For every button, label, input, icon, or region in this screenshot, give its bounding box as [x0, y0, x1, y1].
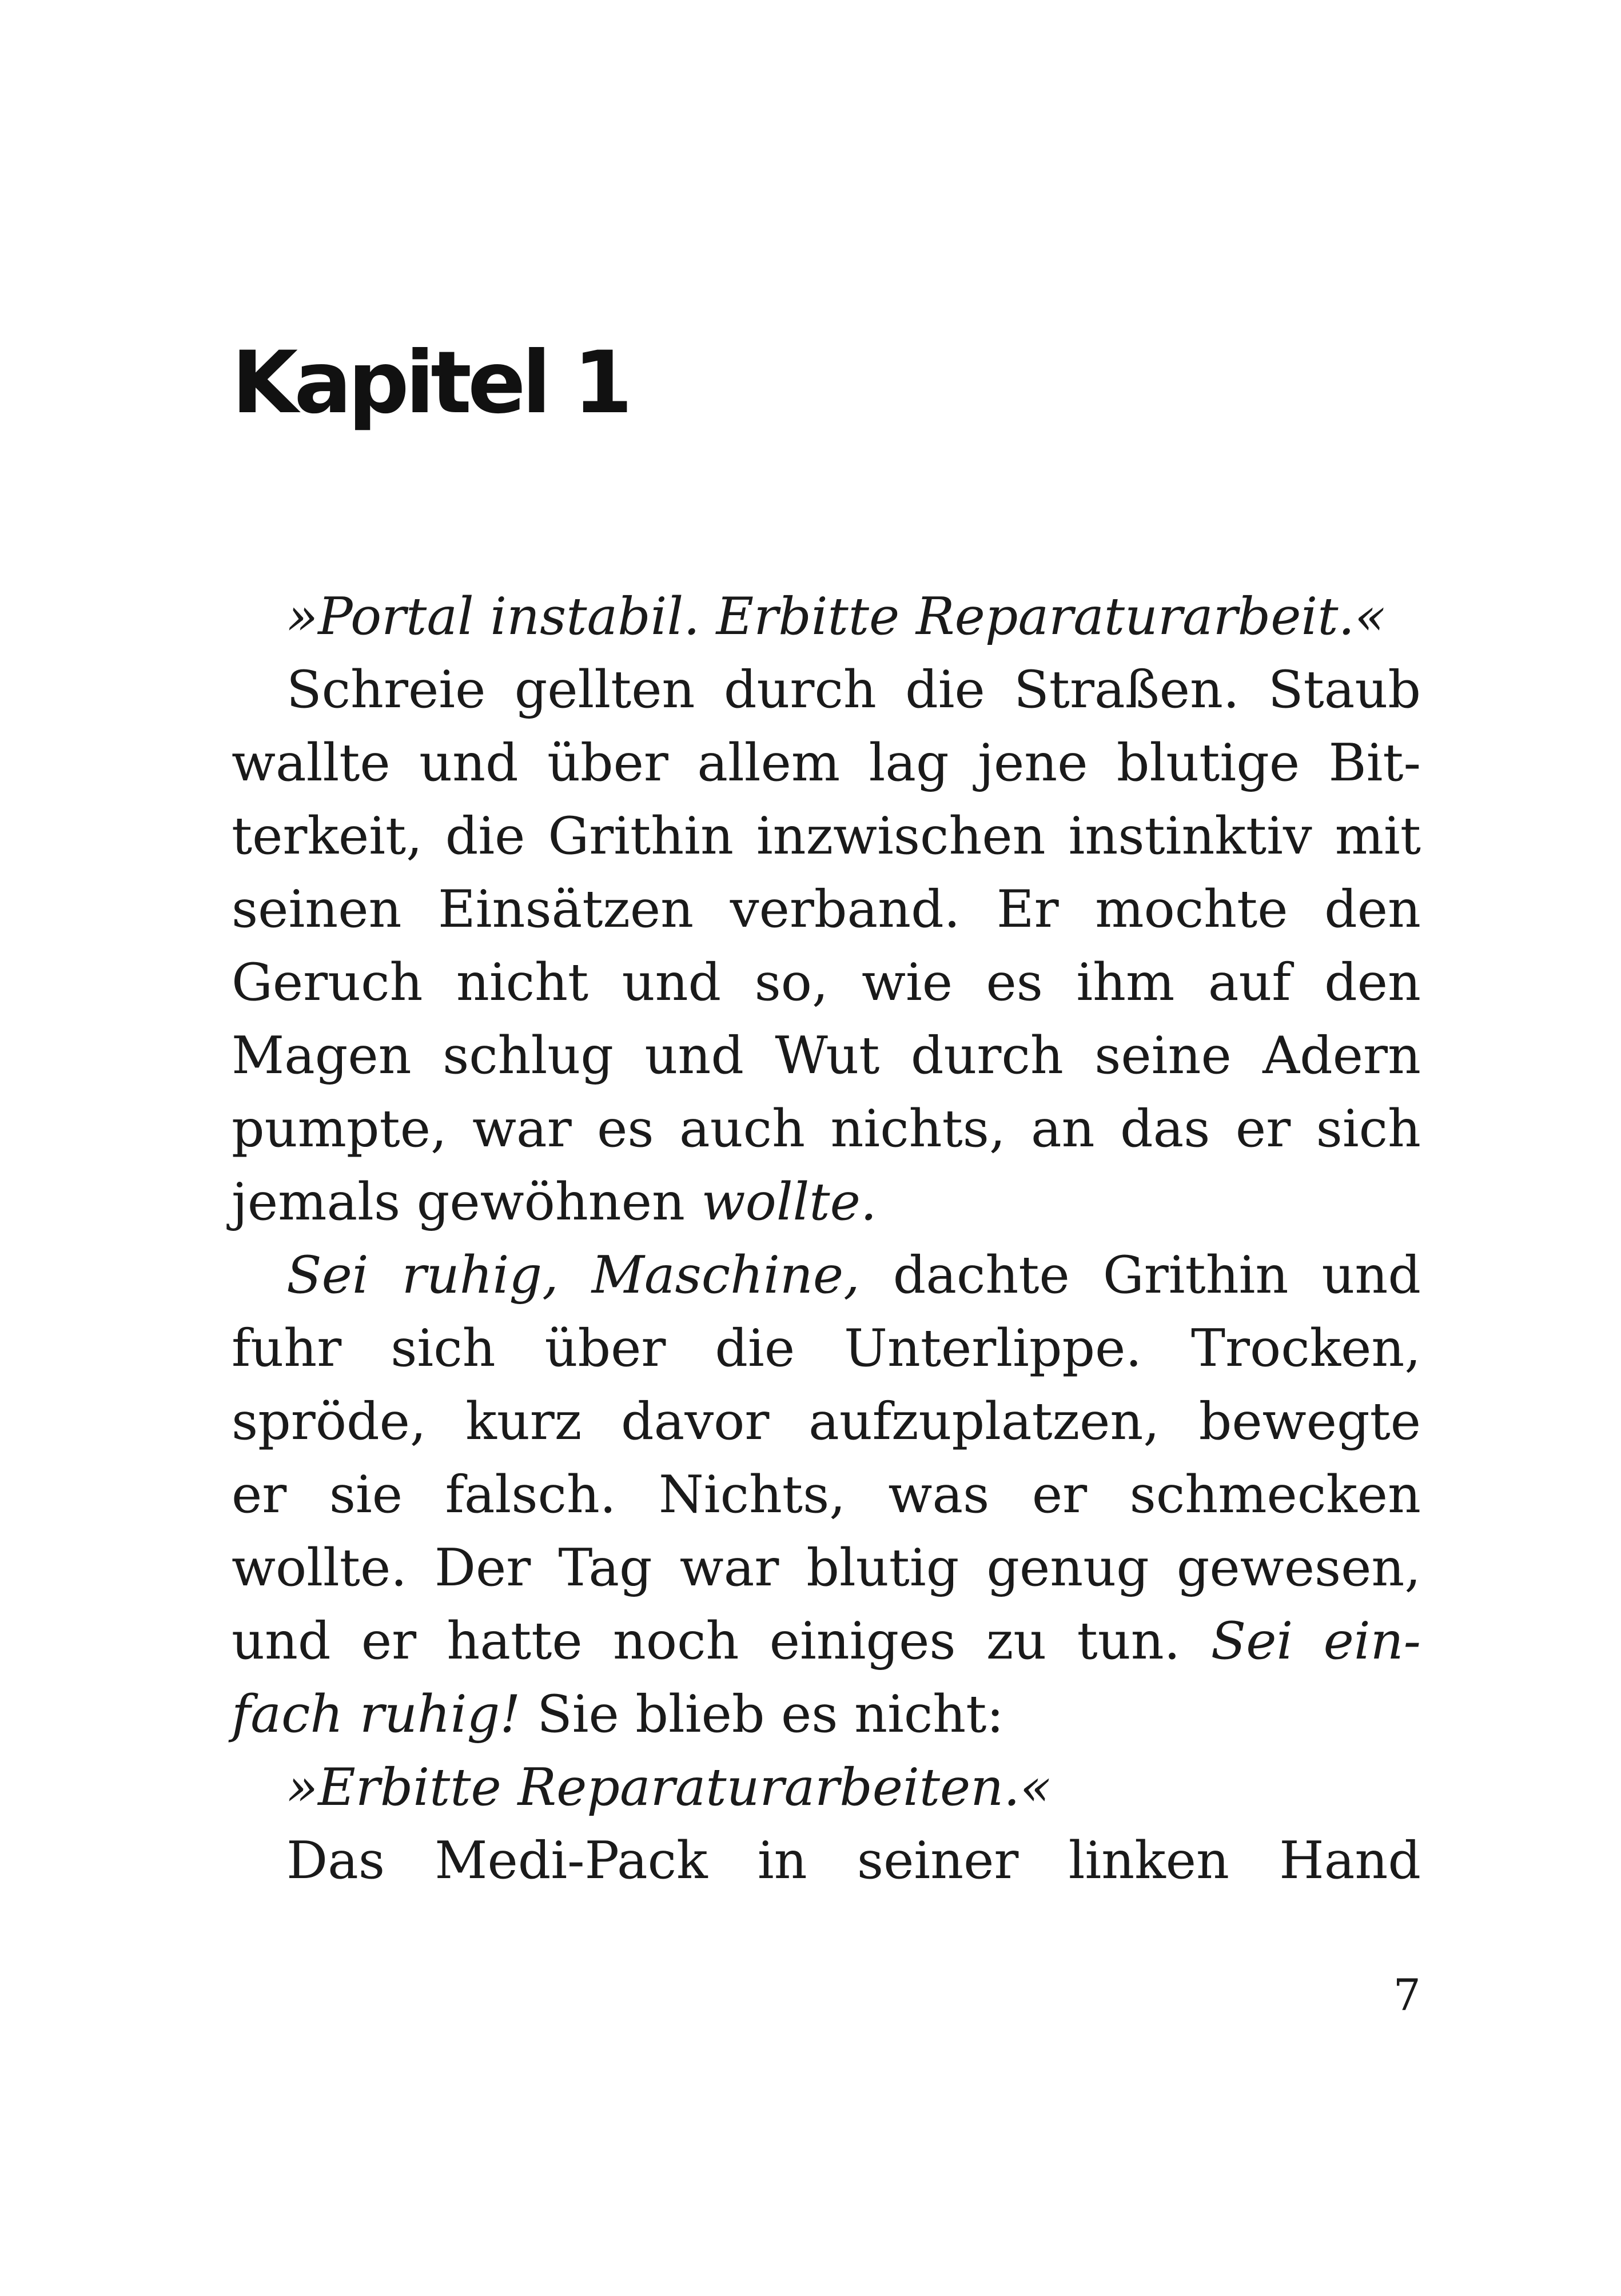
italic-text: Sei ruhig, Maschine,	[286, 1245, 860, 1305]
paragraph-5	[232, 1824, 1421, 1898]
italic-text: Sei ein-	[1210, 1611, 1421, 1671]
text-line: Schreie gellten durch die Straßen. Staub	[286, 660, 1421, 720]
italic-text: »Portal instabil. Erbitte Reparaturarbeit.«	[286, 587, 1387, 647]
paragraph-2	[232, 653, 1421, 1239]
text-line	[232, 1678, 1421, 1751]
italic-text: »Erbitte Reparaturarbeiten.«	[286, 1757, 1052, 1817]
text-line	[232, 580, 1421, 653]
text-line	[232, 1166, 1421, 1239]
text-line: fuhr sich über die Unterlippe. Trocken,	[232, 1318, 1421, 1378]
text-line	[232, 1751, 1421, 1824]
text-line: spröde, kurz davor aufzuplatzen, bewegte	[232, 1392, 1421, 1452]
text-line: Das Medi-Pack in seiner linken Hand	[286, 1831, 1421, 1891]
text-segment: und er hatte noch einiges zu tun.	[232, 1611, 1211, 1671]
text-line: Geruch nicht und so, wie es ihm auf den	[232, 952, 1421, 1013]
body-text	[232, 580, 1421, 1898]
text-line: Magen schlug und Wut durch seine Adern	[232, 1026, 1421, 1086]
paragraph-1	[232, 580, 1421, 653]
text-segment: jemals gewöhnen	[232, 1172, 702, 1232]
text-line	[232, 1605, 1421, 1678]
paragraph-4	[232, 1751, 1421, 1824]
text-line: seinen Einsätzen verband. Er mochte den	[232, 879, 1421, 939]
italic-text: wollte.	[701, 1172, 877, 1232]
text-line	[232, 1239, 1421, 1312]
text-line: wollte. Der Tag war blutig genug gewesen,	[232, 1538, 1421, 1598]
text-line: wallte und über allem lag jene blutige Bit-	[232, 733, 1421, 793]
text-segment: dachte Grithin und	[859, 1245, 1421, 1305]
text-segment: Sie blieb es nicht:	[520, 1684, 1004, 1744]
text-line: terkeit, die Grithin inzwischen instinktiv mit	[232, 806, 1421, 866]
page-number: 7	[1393, 1970, 1421, 2020]
paragraph-3	[232, 1239, 1421, 1751]
text-line: er sie falsch. Nichts, was er schmecken	[232, 1465, 1421, 1525]
text-line: pumpte, war es auch nichts, an das er sich	[232, 1099, 1421, 1159]
chapter-title: Kapitel 1	[232, 333, 629, 433]
italic-text: fach ruhig!	[232, 1684, 521, 1744]
